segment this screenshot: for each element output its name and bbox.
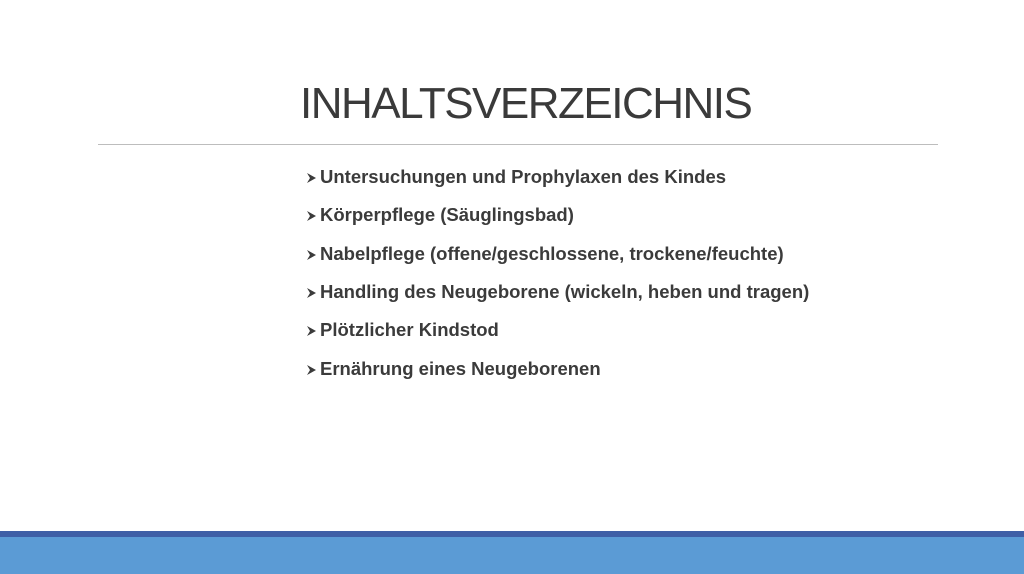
arrow-bullet-icon [306, 210, 317, 222]
arrow-bullet-icon [306, 249, 317, 261]
list-item-label: Handling des Neugeborene (wickeln, heben und tragen) [320, 281, 810, 303]
list-item-label: Ernährung eines Neugeborenen [320, 357, 601, 379]
list-item [306, 196, 809, 234]
bullet-list [306, 158, 809, 388]
list-item [306, 349, 809, 387]
arrow-bullet-icon [306, 287, 317, 299]
footer-band [0, 537, 1024, 574]
list-item [306, 235, 809, 273]
arrow-bullet-icon [306, 172, 317, 184]
arrow-bullet-icon [306, 364, 317, 376]
list-item [306, 158, 809, 196]
arrow-bullet-icon [306, 325, 317, 337]
list-item [306, 273, 809, 311]
list-item-label: Untersuchungen und Prophylaxen des Kindes [320, 166, 727, 188]
list-item-label: Nabelpflege (offene/geschlossene, trockene/feuchte) [320, 242, 784, 264]
slide-title: INHALTSVERZEICHNIS [300, 79, 752, 128]
title-divider [98, 144, 938, 145]
list-item [306, 311, 809, 349]
list-item-label: Körperpflege (Säuglingsbad) [320, 204, 574, 226]
list-item-label: Plötzlicher Kindstod [320, 319, 499, 341]
